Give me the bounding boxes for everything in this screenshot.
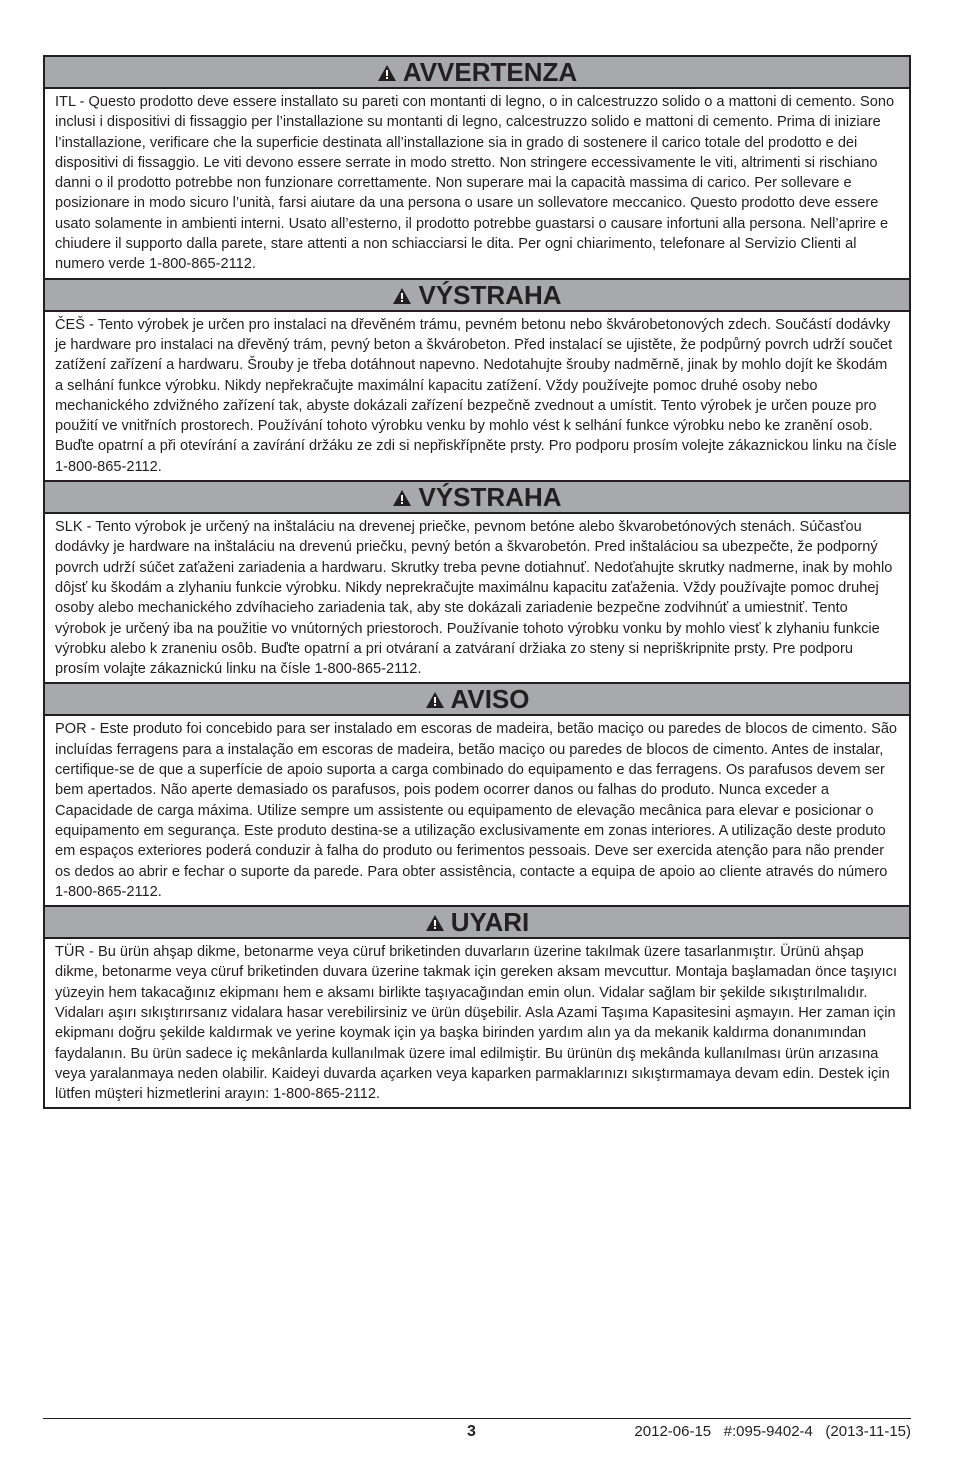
warning-header bbox=[45, 482, 909, 514]
warning-header bbox=[45, 280, 909, 312]
warning-header bbox=[45, 684, 909, 716]
warning-triangle-icon bbox=[425, 914, 445, 932]
warning-title: AVISO bbox=[450, 684, 530, 715]
warning-title: VÝSTRAHA bbox=[418, 482, 562, 513]
warning-title: VÝSTRAHA bbox=[418, 279, 562, 310]
warning-header bbox=[45, 57, 909, 89]
warning-triangle-icon bbox=[425, 691, 445, 709]
warning-section-slovak bbox=[45, 480, 909, 682]
warning-text: SLK - Tento výrobok je určený na inštaláciu na drevenej priečke, pevnom betóne alebo škvarobetónových stenách. Súčasťou dodávky je hardware na inštaláciu na drevenú priečku, pevný betón a škvarobetón. Pred inštaláciou sa ubezpečte, že podporný povrch udrží súčet zaťaženi zariadenia a hardwaru. Skrutky treba pevne dotiahnuť. Nedoťahujte skrutky nadmerne, inak by mohlo dôjsť ku škodám a zlyhaniu funkcie výrobku. Nikdy neprekračujte maximálnu kapacitu zaťaženia. Vždy používajte pomoc druhej osoby alebo mechanického zdvíhacieho zariadenia tak, aby ste dokázali zariadenie bezpečne zodvihnúť a umiestniť. Tento výrobok je určený iba na použitie vo vnútorných priestoroch. Používanie tohoto výrobku vonku by mohlo viesť k zlyhaniu funkcie výrobku alebo k zraneniu osôb. Buďte opatrní a pri otváraní a zatváraní držiaka zo steny si nepriškripnite prsty. Pre podporu prosím volajte zákaznickú linku na čísle 1-800-865-2112. bbox=[55, 519, 893, 678]
footer-divider bbox=[43, 1418, 911, 1419]
warning-text: ČEŠ - Tento výrobek je určen pro instalaci na dřevěném trámu, pevném betonu nebo škvárobetonových zdech. Součástí dodávky je hardware pro instalaci na dřevěný trám, pevný beton a škvárobeton. Před instalací se ujistěte, že podpůrný povrch udrží součet zatížení zařízení a hardwaru. Šrouby je třeba dotáhnout napevno. Nedotahujte šrouby nadměrně, jinak by mohlo dojít ke škodám a selhání funkce výrobku. Nikdy nepřekračujte maximální kapacitu zatížení. Vždy používejte pomoc druhé osoby nebo mechanického zdvižného zařízení tak, abyste dokázali zařízení bezpečně zvednout a umístit. Tento výrobek je určen pouze pro použití ve vnitřních prostorech. Používání tohoto výrobku venku by mohlo vést k selhání funkce výrobku nebo ke zranění osob. Buďte opatrní a při otevírání a zavírání držáku ze zdi si nepřiskřípněte prsty. Pro podporu prosím volejte zákaznickou linku na čísle 1-800-865-2112. bbox=[55, 316, 897, 475]
warning-text: TÜR - Bu ürün ahşap dikme, betonarme veya cüruf briketinden duvarların üzerine takılmak üzere tasarlanmıştır. Ürünü ahşap dikme, betonarme veya cüruf briketinden duvara üzerine takmak için gereken aksam mevcuttur. Montaja başlamadan önce taşıyıcı yüzeyin hem takacağınız ekipmanı hem e aksamı birlikte taşıyacağından emin olun. Vidalar sağlam bir şekilde sıkıştırılmalıdır. Vidaları aşırı sıkıştırırsanız vidalara hasar verebilirsiniz ve ürün düşebilir. Asla Azami Taşıma Kapasitesini aşmayın. Her zaman için ekipmanı doğru şekilde kaldırmak ve yerine koymak için ya başka birinden yardım alın ya da mekanik kaldırma donanımından faydalanın. Bu ürün sadece iç mekânlarda kullanılmak üzere imal edilmiştir. Bu ürünün dış mekânda kullanılması ürün arızasına veya yaralanmaya neden olabilir. Kaideyi duvarda açarken veya kaparken parmaklarınızı sıkıştırmamaya devam edin. Destek için lütfen müşteri hizmetlerini arayın: 1-800-865-2112. bbox=[55, 944, 897, 1103]
warning-title: UYARI bbox=[450, 907, 530, 938]
page-number: 3 bbox=[467, 1423, 476, 1440]
warning-section-turkish bbox=[45, 905, 909, 1107]
warning-section-italian bbox=[45, 57, 909, 278]
warning-triangle-icon bbox=[392, 287, 412, 305]
warning-title: AVVERTENZA bbox=[402, 57, 578, 87]
warning-section-czech bbox=[45, 278, 909, 480]
warning-triangle-icon bbox=[392, 489, 412, 507]
warning-text: POR - Este produto foi concebido para ser instalado em escoras de madeira, betão maciço ou paredes de blocos de cimento. São incluídas ferragens para a instalação em escoras de madeira, betão maciço ou paredes de blocos de cimento. Antes de instalar, certifique-se de que a superfície de apoio suporta a carga combinado do equipamento e das ferragens. Os parafusos devem ser bem apertados. Não aperte demasiado os parafusos, pois podem ocorrer danos ou falhas do produto. Nunca exceder a Capacidade de carga máxima. Utilize sempre um assistente ou equipamento de elevação mecânica para elevar e posicionar o equipamento em segurança. Este produto destina-se a utilização exclusivamente em zonas interiores. A utilização deste produto em espaços exteriores poderá conduzir à falha do produto ou ferimentos pessoais. Deve ser exercida atenção para não prender os dedos ao abrir e fechar o suporte da parede. Para obter assistência, contacte a equipa de apoio ao cliente através do número 1-800-865-2112. bbox=[55, 721, 898, 900]
warning-header bbox=[45, 907, 909, 939]
warning-section-portuguese bbox=[45, 682, 909, 905]
warning-triangle-icon bbox=[377, 64, 397, 82]
document-info: 2012-06-15 #:095-9402-4 (2013-11-15) bbox=[634, 1423, 911, 1440]
warning-text: ITL - Questo prodotto deve essere installato su pareti con montanti di legno, o in calcestruzzo solido o a mattoni di cemento. Sono inclusi i dispositivi di fissaggio per l’installazione su montanti di legno, calcestruzzo solido e mattoni di cemento. Prima di iniziare l’installazione, verificare che la superficie destinata all’installazione sia in grado di sostenere il carico totale del prodotto e dei dispositivi di fissaggio. Le viti devono essere serrate in modo stretto. Non stringere eccessivamente le viti, altrimenti si rischiano danni o il prodotto potrebbe non funzionare correttamente. Non superare mai la capacità massima di carico. Per sollevare e posizionare in modo sicuro l’unità, farsi aiutare da una persona o usare un sollevatore meccanico. Questo prodotto deve essere usato solamente in ambienti interni. Usato all’esterno, il prodotto potrebbe guastarsi o causare infortuni alla persona. Nell’aprire e chiudere il supporto dalla parete, stare attenti a non schiacciarsi le dita. Per ogni chiarimento, telefonare al Servizio Clienti al numero verde 1-800-865-2112. bbox=[55, 94, 895, 273]
warning-box bbox=[43, 55, 911, 1109]
